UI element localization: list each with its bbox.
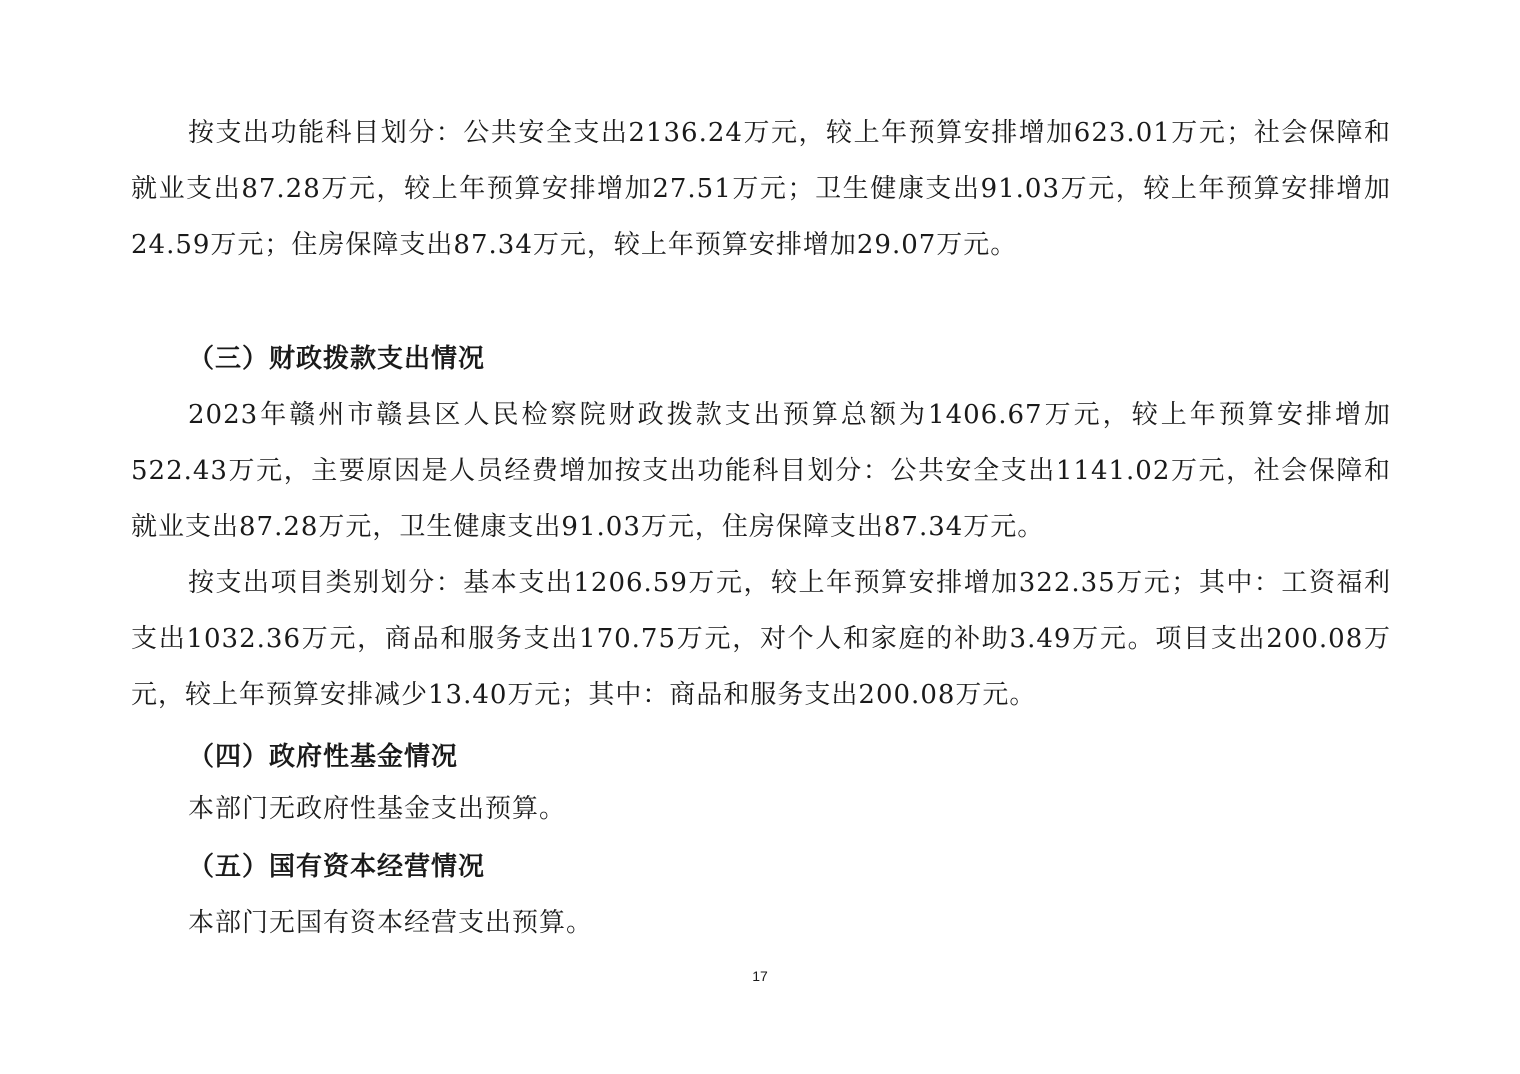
paragraph-government-fund: 本部门无政府性基金支出预算。 xyxy=(188,794,567,824)
section-heading-government-fund: （四）政府性基金情况 xyxy=(188,742,459,772)
page-number: 17 xyxy=(752,968,768,984)
paragraph-project-category: 按支出项目类别划分：基本支出1206.59万元，较上年预算安排增加322.35万元；其中：工资福利支出1032.36万元，商品和服务支出170.75万元，对个人和家庭的补助3.49万元。项目支出200.08万元，较上年预算安排减少13.40万元；其中：商品和服务支出200.08万元。 xyxy=(131,568,1391,710)
paragraph-fiscal-appropriation: 2023年赣州市赣县区人民检察院财政拨款支出预算总额为1406.67万元，较上年预算安排增加522.43万元，主要原因是人员经费增加按支出功能科目划分：公共安全支出1141.02万元，社会保障和就业支出87.28万元，卫生健康支出91.03万元，住房保障支出87.34万元。 xyxy=(131,400,1391,542)
paragraph-functional-breakdown: 按支出功能科目划分：公共安全支出2136.24万元，较上年预算安排增加623.01万元；社会保障和就业支出87.28万元，较上年预算安排增加27.51万元；卫生健康支出91.03万元，较上年预算安排增加24.59万元；住房保障支出87.34万元，较上年预算安排增加29.07万元。 xyxy=(131,118,1391,260)
section-heading-fiscal-appropriation: （三）财政拨款支出情况 xyxy=(188,344,486,374)
paragraph-state-capital: 本部门无国有资本经营支出预算。 xyxy=(188,908,594,938)
section-heading-state-capital: （五）国有资本经营情况 xyxy=(188,852,486,882)
